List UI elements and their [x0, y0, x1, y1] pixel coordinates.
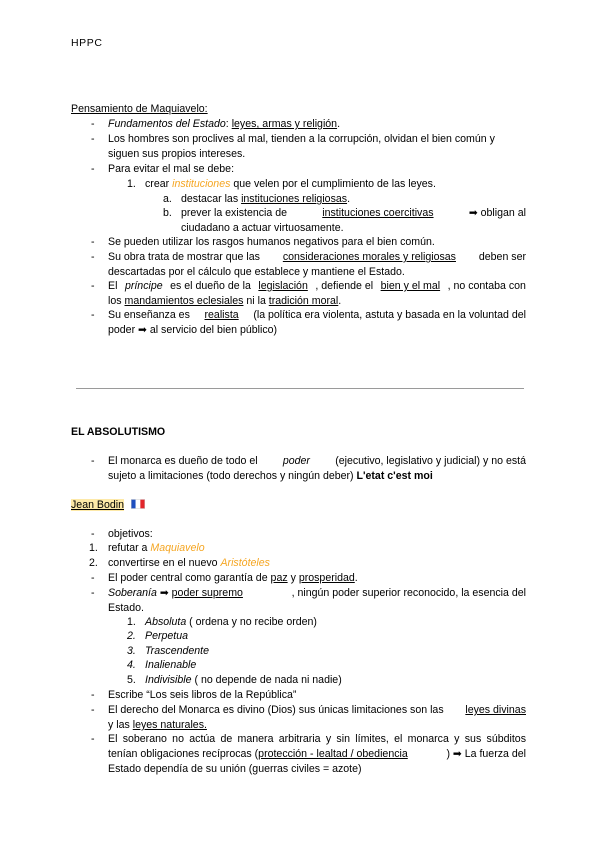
bullet-soberania: Soberanía ➡ poder supremo , ningún poder superior reconocido, la esencia del Estado.	[108, 587, 526, 614]
attribute-indivisible: Indivisible ( no depende de nada ni nadie)	[145, 674, 342, 686]
section-title-machiavelli: Pensamiento de Maquiavelo:	[71, 103, 208, 115]
bullet-dash: -	[91, 587, 95, 599]
number-marker: 1.	[127, 178, 136, 190]
bullet-dash: -	[91, 118, 95, 130]
bullet-dash: -	[91, 163, 95, 175]
item-crear-instituciones: crear instituciones que velen por el cumplimiento de las leyes.	[145, 178, 436, 190]
bullet-objetivos: objetivos:	[108, 528, 153, 540]
bullet-dash: -	[91, 572, 95, 584]
bullet-dash: -	[91, 280, 95, 292]
bullet-seis-libros: Escribe “Los seis libros de la República”	[108, 689, 297, 701]
bullet-dash: -	[91, 455, 95, 467]
objective-2: convertirse en el nuevo Aristóteles	[108, 557, 270, 569]
letter-marker: a.	[163, 193, 172, 205]
bullet-hombres: Los hombres son proclives al mal, tienden a la corrupción, olvidan el bien común y siguen sus propios intereses.	[108, 133, 495, 160]
number-marker: 4.	[127, 659, 136, 671]
bullet-derecho-divino: El derecho del Monarca es divino (Dios) sus únicas limitaciones son las leyes divinas y las leyes naturales.	[108, 704, 526, 731]
bullet-dash: -	[91, 133, 95, 145]
number-marker: 3.	[127, 645, 136, 657]
attribute-perpetua: Perpetua	[145, 630, 188, 642]
bullet-dash: -	[91, 704, 95, 716]
france-flag-icon	[131, 499, 145, 509]
bullet-dash: -	[91, 733, 95, 745]
bullet-soberano: El soberano no actúa de manera arbitraria y sin límites, el monarca y sus súbditos tenían obligaciones recíprocas (protección - lealtad / obediencia ) ➡ La fuerza del Estado dependía de su unión (guerras civiles = azote)	[108, 733, 526, 775]
header: HPPC	[71, 37, 103, 49]
bullet-obra: Su obra trata de mostrar que las consideraciones morales y religiosas deben ser descartadas por el cálculo que establece y mantiene el Estado.	[108, 251, 526, 278]
bullet-dash: -	[91, 689, 95, 701]
bullet-poder-central: El poder central como garantía de paz y prosperidad.	[108, 572, 358, 584]
item-instituciones-religiosas: destacar las instituciones religiosas.	[181, 193, 351, 205]
bullet-principe: El príncipe es el dueño de la legislación , defiende el bien y el mal , no contaba con los mandamientos eclesiales ni la tradición moral.	[108, 280, 526, 307]
bullet-fundamentos: Fundamentos del Estado: leyes, armas y religión.	[108, 118, 341, 130]
attribute-inalienable: Inalienable	[145, 659, 197, 671]
number-marker: 2.	[89, 557, 98, 569]
bullet-dash: -	[91, 528, 95, 540]
bullet-dash: -	[91, 309, 95, 321]
bullet-evitar-mal: Para evitar el mal se debe:	[108, 163, 235, 175]
bullet-dash: -	[91, 251, 95, 263]
horizontal-divider	[76, 388, 524, 389]
bullet-rasgos: Se pueden utilizar los rasgos humanos negativos para el bien común.	[108, 236, 435, 248]
item-instituciones-coercitivas: prever la existencia de instituciones coercitivas ➡ obligan al ciudadano a actuar virtuosamente.	[181, 207, 526, 234]
number-marker: 5.	[127, 674, 136, 686]
bullet-realista: Su enseñanza es realista (la política era violenta, astuta y basada en la voluntad del poder ➡ al servicio del bien público)	[108, 309, 526, 336]
objective-1: refutar a Maquiavelo	[108, 542, 205, 554]
attribute-absoluta: Absoluta ( ordena y no recibe orden)	[145, 616, 317, 628]
letter-marker: b.	[163, 207, 172, 219]
section-title-absolutismo: EL ABSOLUTISMO	[71, 426, 166, 438]
number-marker: 1.	[89, 542, 98, 554]
bodin-name: Jean Bodin	[71, 499, 125, 511]
attribute-trascendente: Trascendente	[145, 645, 209, 657]
bullet-monarca: El monarca es dueño de todo el poder (ejecutivo, legislativo y judicial) y no está sujeto a limitaciones (todo derechos y ningún deber) L'etat c'est moi	[108, 455, 526, 482]
number-marker: 1.	[127, 616, 136, 628]
number-marker: 2.	[127, 630, 136, 642]
bullet-dash: -	[91, 236, 95, 248]
bodin-heading	[71, 498, 145, 513]
